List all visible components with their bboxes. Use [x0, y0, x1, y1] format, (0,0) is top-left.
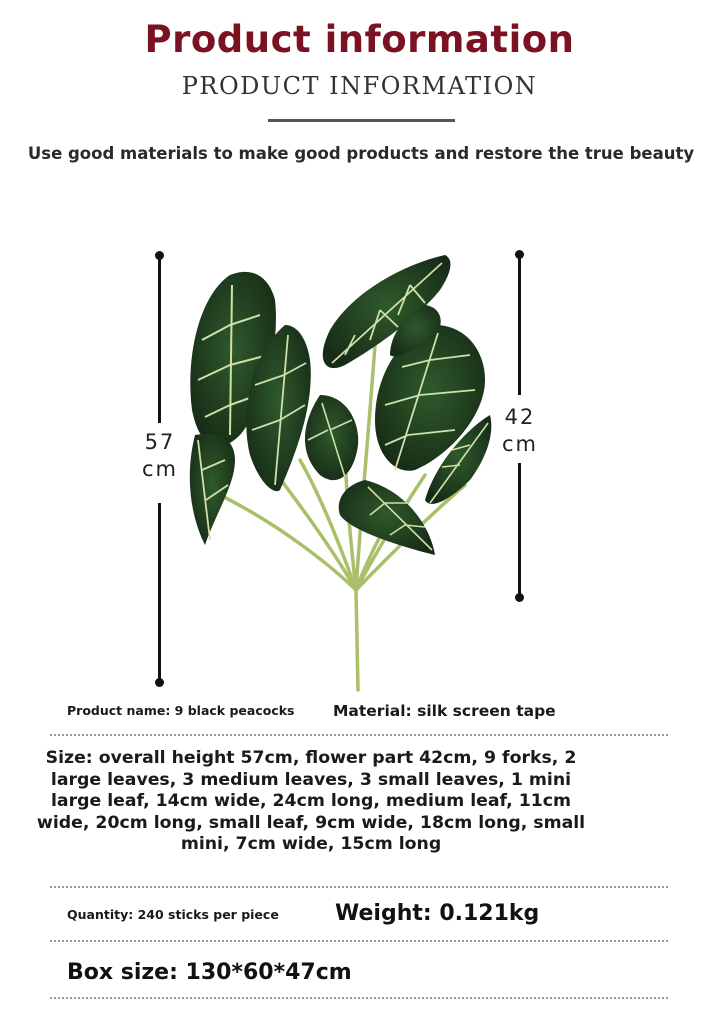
width-line-top — [518, 254, 521, 395]
page-title: Product information — [144, 18, 575, 61]
quantity: Quantity: 240 sticks per piece — [67, 907, 279, 922]
size-line: Size: overall height 57cm, flower part 42cm, 9 forks, 2 — [45, 748, 577, 768]
size-line: large leaf, 14cm wide, 24cm long, medium leaf, 11cm — [50, 791, 572, 811]
width-bottom-dot — [515, 593, 524, 602]
size-description — [20, 748, 602, 856]
leaf — [339, 480, 435, 555]
width-value: 42 — [504, 405, 536, 429]
plant-leaves — [190, 255, 492, 555]
divider — [50, 940, 668, 942]
size-line: large leaves, 3 medium leaves, 3 small leaves, 1 mini — [50, 769, 572, 790]
width-unit: cm — [501, 432, 538, 456]
weight: Weight: 0.121kg — [335, 901, 540, 926]
tagline: Use good materials to make good products and restore the true beauty — [27, 144, 695, 163]
height-line-top — [158, 255, 161, 423]
height-bottom-dot — [155, 678, 164, 687]
height-value: 57 — [144, 430, 176, 454]
height-unit: cm — [141, 457, 178, 481]
size-line: wide, 20cm long, small leaf, 9cm wide, 18cm long, small — [36, 812, 586, 833]
product-name: Product name: 9 black peacocks — [67, 703, 295, 718]
divider — [50, 734, 668, 736]
leaf — [190, 434, 235, 545]
box-size: Box size: 130*60*47cm — [67, 960, 352, 985]
height-line-bottom — [158, 503, 161, 683]
divider — [50, 997, 668, 999]
page-subtitle: PRODUCT INFORMATION — [181, 72, 538, 100]
size-line: mini, 7cm wide, 15cm long — [180, 834, 442, 854]
divider — [50, 886, 668, 888]
material: Material: silk screen tape — [333, 702, 556, 720]
plant-image — [180, 245, 500, 695]
title-divider — [268, 119, 455, 122]
width-line-bottom — [518, 463, 521, 597]
